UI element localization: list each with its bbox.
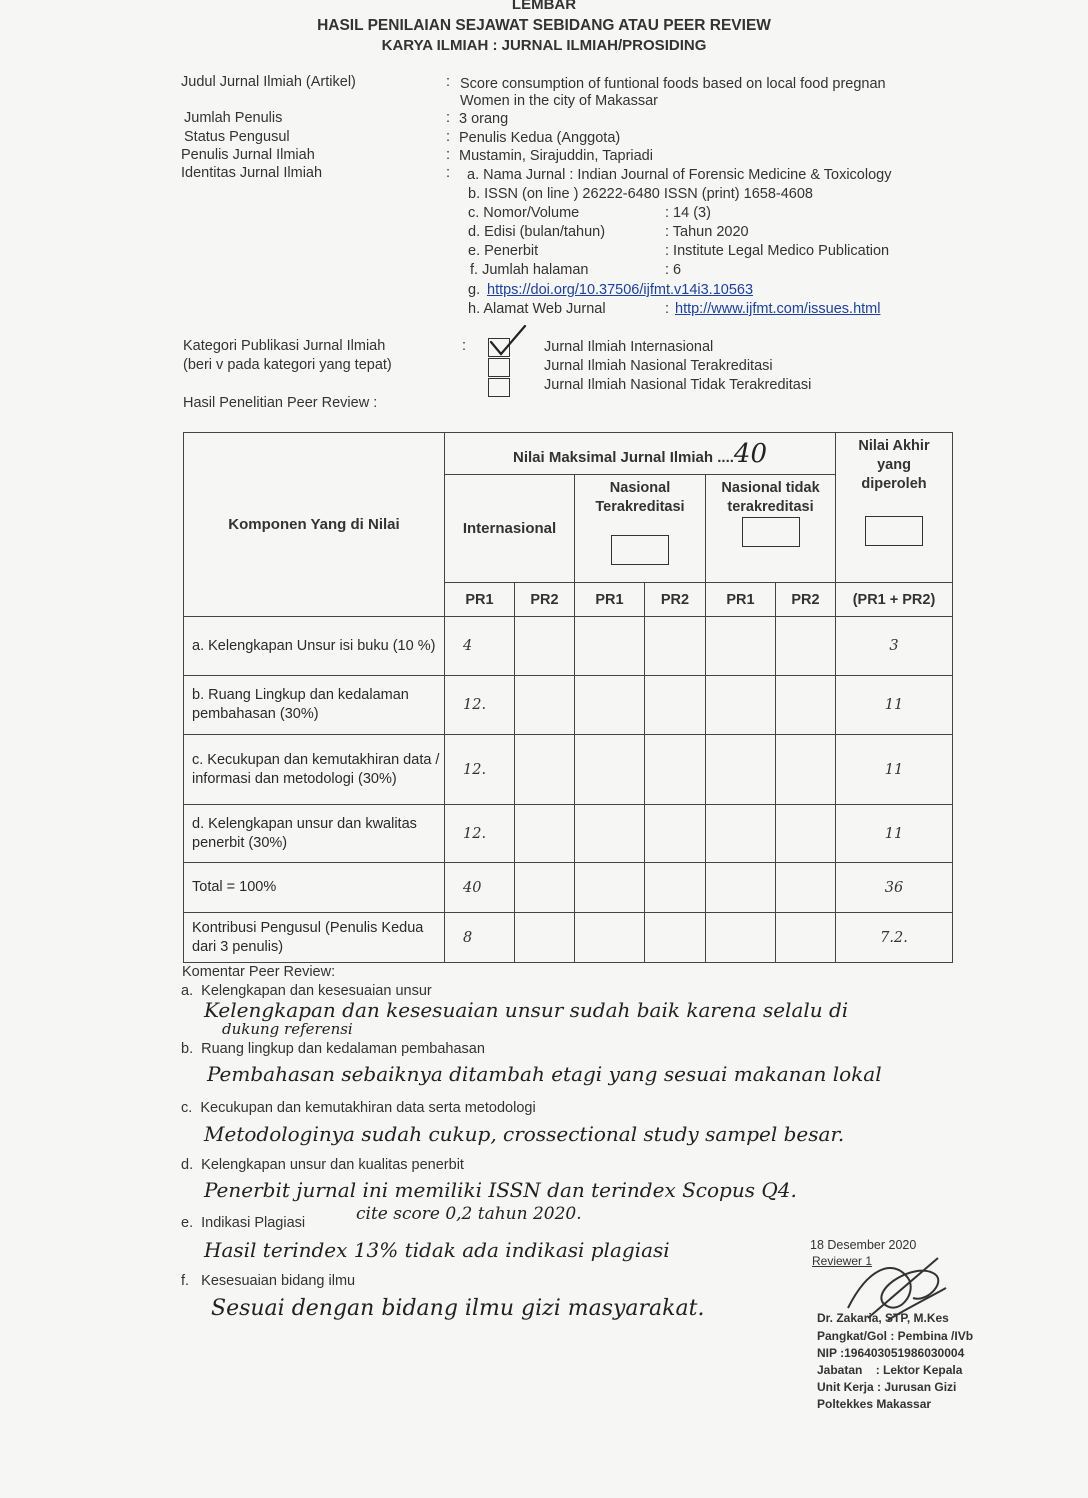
colon: : [446, 110, 451, 126]
pr1-score: 12. [445, 676, 515, 735]
pr2-header: PR2 [645, 583, 706, 617]
web-label: h. Alamat Web Jurnal [468, 301, 606, 317]
pr-sum-header: (PR1 + PR2) [836, 583, 953, 617]
empty-cell [776, 676, 836, 735]
edisi-label: d. Edisi (bulan/tahun) [468, 224, 606, 240]
empty-cell [776, 735, 836, 805]
empty-cell [515, 735, 575, 805]
judul-label: Judul Jurnal Ilmiah (Artikel) [181, 74, 356, 90]
komentar-d-label: d. Kelengkapan unsur dan kualitas penerbit [181, 1157, 464, 1173]
pr2-header: PR2 [776, 583, 836, 617]
komentar-c-text: Metodologinya sudah cukup, crossectional study sampel besar. [204, 1122, 845, 1146]
doi-label: g. [468, 282, 481, 298]
status-value: Penulis Kedua (Anggota) [459, 130, 621, 146]
terakreditasi-box [611, 535, 669, 565]
empty-cell [575, 735, 645, 805]
jumlah-label: Jumlah Penulis [184, 110, 283, 126]
empty-cell [645, 863, 706, 913]
colon: : [446, 129, 451, 145]
jumlah-halaman-label: f. Jumlah halaman [470, 262, 589, 278]
empty-cell [645, 617, 706, 676]
signature-reviewer: Reviewer 1 [812, 1254, 873, 1268]
empty-cell [575, 676, 645, 735]
row-label: a. Kelengkapan Unsur isi buku (10 %) [184, 617, 445, 676]
nasional-terakreditasi-header [575, 475, 706, 583]
signature-nip: NIP :196403051986030004 [817, 1346, 965, 1360]
row-label: Kontribusi Pengusul (Penulis Kedua dari 3 penulis) [184, 913, 445, 963]
doc-subtitle: KARYA ILMIAH : JURNAL ILMIAH/PROSIDING [381, 37, 707, 54]
checkmark-icon [485, 322, 529, 362]
final-score: 3 [836, 617, 953, 676]
komentar-e-label: e. Indikasi Plagiasi [181, 1215, 306, 1231]
signature-date: 18 Desember 2020 [810, 1238, 917, 1252]
empty-cell [515, 676, 575, 735]
kategori-opt-internasional: Jurnal Ilmiah Internasional [544, 339, 714, 355]
empty-cell [575, 863, 645, 913]
empty-cell [645, 805, 706, 863]
empty-cell [706, 805, 776, 863]
row-label: Total = 100% [184, 863, 445, 913]
nilai-maks-label: Nilai Maksimal Jurnal Ilmiah .... [512, 448, 734, 466]
final-score: 11 [836, 735, 953, 805]
pr1-score: 12. [445, 735, 515, 805]
komentar-f-label: f. Kesesuaian bidang ilmu [181, 1273, 356, 1289]
pr1-header: PR1 [445, 583, 515, 617]
empty-cell [706, 676, 776, 735]
komponen-header: Komponen Yang di Nilai [184, 433, 445, 617]
kategori-opt-terakreditasi: Jurnal Ilmiah Nasional Terakreditasi [544, 358, 773, 374]
empty-cell [776, 913, 836, 963]
empty-cell [515, 805, 575, 863]
signature-name: Dr. Zakaria, STP, M.Kes [817, 1311, 949, 1325]
colon: : [462, 338, 467, 354]
internasional-header: Internasional [445, 475, 575, 583]
doc-title: HASIL PENILAIAN SEJAWAT SEBIDANG ATAU PEER REVIEW [317, 17, 771, 34]
nomor-volume-label: c. Nomor/Volume [468, 205, 580, 221]
tidak-terakreditasi-box [742, 517, 800, 547]
kategori-label: Kategori Publikasi Jurnal Ilmiah [183, 338, 386, 354]
nilai-maks-header [445, 433, 836, 475]
judul-value-1: Score consumption of funtional foods based on local food pregnan [460, 76, 886, 92]
doi-link[interactable]: https://doi.org/10.37506/ijfmt.v14i3.10563 [487, 282, 754, 298]
nilai-akhir-box [865, 516, 923, 546]
empty-cell [575, 913, 645, 963]
empty-cell [706, 735, 776, 805]
komentar-d-text-2: cite score 0,2 tahun 2020. [356, 1204, 582, 1224]
komentar-e-text: Hasil terindex 13% tidak ada indikasi plagiasi [204, 1238, 670, 1262]
colon: : [446, 165, 451, 181]
pr1-header: PR1 [706, 583, 776, 617]
nomor-volume-value: : 14 (3) [665, 205, 711, 221]
pr1-header: PR1 [575, 583, 645, 617]
colon: : [446, 74, 451, 90]
komentar-title: Komentar Peer Review: [182, 964, 336, 980]
penulis-value: Mustamin, Sirajuddin, Tapriadi [459, 148, 653, 164]
empty-cell [776, 617, 836, 676]
nasional-tidak-label: Nasional tidak terakreditasi [721, 480, 820, 515]
row-label: d. Kelengkapan unsur dan kwalitas penerbit (30%) [184, 805, 445, 863]
pr1-score: 12. [445, 805, 515, 863]
komentar-a-text: Kelengkapan dan kesesuaian unsur sudah baik karena selalu di [204, 998, 849, 1022]
status-label: Status Pengusul [184, 129, 290, 145]
signature-unit: Unit Kerja : Jurusan Gizi [817, 1380, 957, 1394]
pr2-header: PR2 [515, 583, 575, 617]
edisi-value: : Tahun 2020 [665, 224, 749, 240]
signature-pangkat: Pangkat/Gol : Pembina /IVb [817, 1329, 974, 1343]
pr1-score: 8 [445, 913, 515, 963]
web-link[interactable]: http://www.ijfmt.com/issues.html [675, 301, 881, 317]
empty-cell [776, 863, 836, 913]
jumlah-halaman-value: : 6 [665, 262, 682, 278]
pr1-score: 4 [445, 617, 515, 676]
final-score: 36 [836, 863, 953, 913]
nasional-tidak-header [706, 475, 836, 583]
row-label: b. Ruang Lingkup dan kedalaman pembahasan (30%) [184, 676, 445, 735]
komentar-c-label: c. Kecukupan dan kemutakhiran data serta metodologi [181, 1100, 536, 1116]
checkbox-tidak-terakreditasi[interactable] [488, 378, 510, 397]
empty-cell [645, 735, 706, 805]
penerbit-label: e. Penerbit [468, 243, 539, 259]
nama-jurnal: a. Nama Jurnal : Indian Journal of Forensic Medicine & Toxicology [467, 167, 892, 183]
komentar-f-text: Sesuai dengan bidang ilmu gizi masyarakat. [211, 1296, 705, 1321]
empty-cell [776, 805, 836, 863]
kategori-instruction: (beri v pada kategori yang tepat) [183, 357, 392, 373]
doc-heading-lembar: LEMBAR [511, 0, 577, 13]
signature-instansi: Poltekkes Makassar [817, 1397, 932, 1411]
komentar-d-text: Penerbit jurnal ini memiliki ISSN dan terindex Scopus Q4. [204, 1178, 797, 1202]
colon: : [446, 147, 451, 163]
judul-value-2: Women in the city of Makassar [460, 93, 658, 109]
nasional-terakreditasi-label: Nasional Terakreditasi [595, 480, 685, 515]
empty-cell [515, 617, 575, 676]
komentar-b-text: Pembahasan sebaiknya ditambah etagi yang sesuai makanan lokal [207, 1062, 882, 1086]
empty-cell [515, 913, 575, 963]
empty-cell [645, 676, 706, 735]
kategori-opt-tidak-terakreditasi: Jurnal Ilmiah Nasional Tidak Terakreditasi [544, 377, 812, 393]
empty-cell [515, 863, 575, 913]
komentar-a-label: a. Kelengkapan dan kesesuaian unsur [181, 983, 432, 999]
penerbit-value: : Institute Legal Medico Publication [665, 243, 890, 259]
hasil-peer-review-label: Hasil Penelitian Peer Review : [183, 395, 378, 411]
signature-jabatan: Jabatan : Lektor Kepala [817, 1363, 963, 1377]
identitas-label: Identitas Jurnal Ilmiah [181, 165, 323, 181]
empty-cell [645, 913, 706, 963]
komentar-a-text-2: dukung referensi [222, 1020, 353, 1038]
jumlah-value: 3 orang [459, 111, 509, 127]
empty-cell [575, 805, 645, 863]
empty-cell [706, 617, 776, 676]
nilai-akhir-label: Nilai Akhir yang diperoleh [858, 438, 930, 492]
final-score: 7.2. [836, 913, 953, 963]
final-score: 11 [836, 805, 953, 863]
nilai-akhir-header [836, 433, 953, 583]
final-score: 11 [836, 676, 953, 735]
nilai-maks-value: 40 [733, 438, 767, 469]
checkbox-terakreditasi[interactable] [488, 358, 510, 377]
penulis-label: Penulis Jurnal Ilmiah [181, 147, 315, 163]
empty-cell [706, 863, 776, 913]
empty-cell [706, 913, 776, 963]
row-label: c. Kecukupan dan kemutakhiran data / informasi dan metodologi (30%) [184, 735, 445, 805]
issn: b. ISSN (on line ) 26222-6480 ISSN (print) 1658-4608 [468, 186, 813, 202]
komentar-b-label: b. Ruang lingkup dan kedalaman pembahasan [181, 1041, 485, 1057]
pr1-score: 40 [445, 863, 515, 913]
web-colon: : [665, 301, 670, 317]
empty-cell [575, 617, 645, 676]
score-table [183, 432, 953, 963]
